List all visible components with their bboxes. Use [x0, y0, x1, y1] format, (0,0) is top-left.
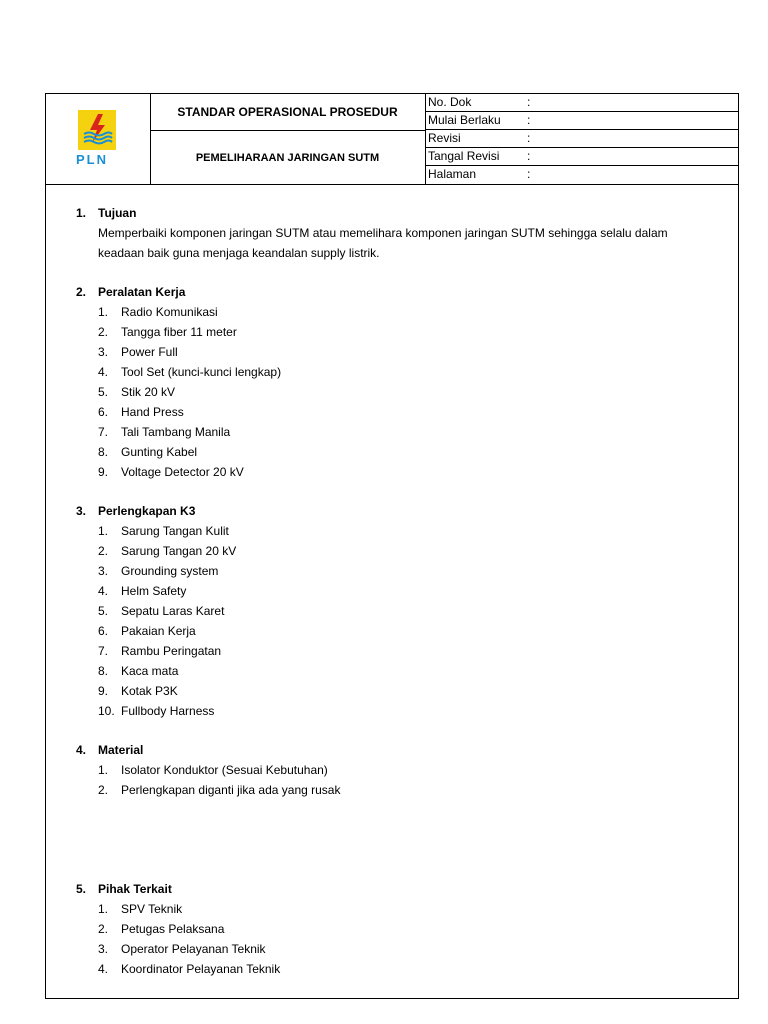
pln-logo-icon [78, 110, 116, 150]
list-item: 6. Pakaian Kerja [98, 624, 196, 638]
section-heading: Material [98, 743, 144, 757]
list-item: 4. Tool Set (kunci-kunci lengkap) [98, 365, 282, 379]
meta-row [426, 130, 738, 148]
document-subtitle: PEMELIHARAAN JARINGAN SUTM [195, 151, 380, 164]
list-item: 2. Petugas Pelaksana [98, 922, 225, 936]
list-item: 9. Kotak P3K [98, 684, 178, 698]
list-item: 3. Power Full [98, 345, 178, 359]
section-pihak-terkait [76, 879, 716, 979]
section-tujuan [76, 203, 716, 263]
list-item: 9. Voltage Detector 20 kV [98, 465, 244, 479]
document-frame [45, 93, 739, 999]
list-item: 10. Fullbody Harness [98, 704, 215, 718]
section-title [76, 282, 716, 302]
section-title [76, 501, 716, 521]
meta-label: Tangal Revisi [428, 149, 500, 163]
section-peralatan-kerja [76, 282, 716, 482]
list-item: 5. Stik 20 kV [98, 385, 176, 399]
list-item: 1. SPV Teknik [98, 902, 183, 916]
section-heading: Pihak Terkait [98, 882, 172, 896]
list-item: 4. Helm Safety [98, 584, 187, 598]
section-number: 2. [76, 285, 87, 299]
document-meta-table [426, 94, 738, 184]
meta-label: Mulai Berlaku [428, 113, 501, 127]
meta-label: Revisi [428, 131, 461, 145]
section-number: 3. [76, 504, 87, 518]
section-heading: Tujuan [98, 206, 137, 220]
section-heading: Perlengkapan K3 [98, 504, 196, 518]
meta-label: Halaman [428, 167, 477, 181]
section-material [76, 740, 716, 860]
meta-row [426, 148, 738, 166]
section-title [76, 740, 716, 760]
meta-colon: : [527, 95, 531, 109]
section-title [76, 879, 716, 899]
section-heading: Peralatan Kerja [98, 285, 186, 299]
list-item: 7. Tali Tambang Manila [98, 425, 231, 439]
meta-row [426, 166, 738, 183]
section-perlengkapan-k3 [76, 501, 716, 721]
meta-row [426, 94, 738, 112]
section-number: 1. [76, 206, 87, 220]
list-item: 2. Sarung Tangan 20 kV [98, 544, 237, 558]
list-item: 4. Koordinator Pelayanan Teknik [98, 962, 281, 976]
list-item: 2. Perlengkapan diganti jika ada yang rusak [98, 783, 341, 797]
list-item: 3. Grounding system [98, 564, 219, 578]
title-cell [150, 94, 426, 184]
section-number: 4. [76, 743, 87, 757]
list-item: 1. Isolator Konduktor (Sesuai Kebutuhan) [98, 763, 328, 777]
meta-row [426, 112, 738, 130]
section-paragraph: Memperbaiki komponen jaringan SUTM atau memelihara komponen jaringan SUTM sehingga selalu dalam keadaan baik guna menjaga keandalan supply listrik. [98, 226, 668, 260]
list-item: 1. Sarung Tangan Kulit [98, 524, 229, 538]
document-title: STANDAR OPERASIONAL PROSEDUR [150, 94, 425, 131]
list-item: 3. Operator Pelayanan Teknik [98, 942, 266, 956]
meta-label: No. Dok [428, 95, 472, 109]
section-number: 5. [76, 882, 87, 896]
logo-cell [46, 94, 151, 184]
meta-colon: : [527, 167, 531, 181]
list-item: 8. Gunting Kabel [98, 445, 198, 459]
logo-text: PLN [76, 152, 108, 167]
list-item: 5. Sepatu Laras Karet [98, 604, 225, 618]
list-item: 6. Hand Press [98, 405, 184, 419]
list-item: 7. Rambu Peringatan [98, 644, 222, 658]
list-item: 1. Radio Komunikasi [98, 305, 218, 319]
meta-colon: : [527, 149, 531, 163]
meta-colon: : [527, 131, 531, 145]
meta-colon: : [527, 113, 531, 127]
document-body [76, 203, 716, 998]
blank-space [76, 800, 716, 860]
list-item: 8. Kaca mata [98, 664, 179, 678]
document-header [46, 94, 738, 185]
list-item: 2. Tangga fiber 11 meter [98, 325, 237, 339]
section-title [76, 203, 716, 223]
